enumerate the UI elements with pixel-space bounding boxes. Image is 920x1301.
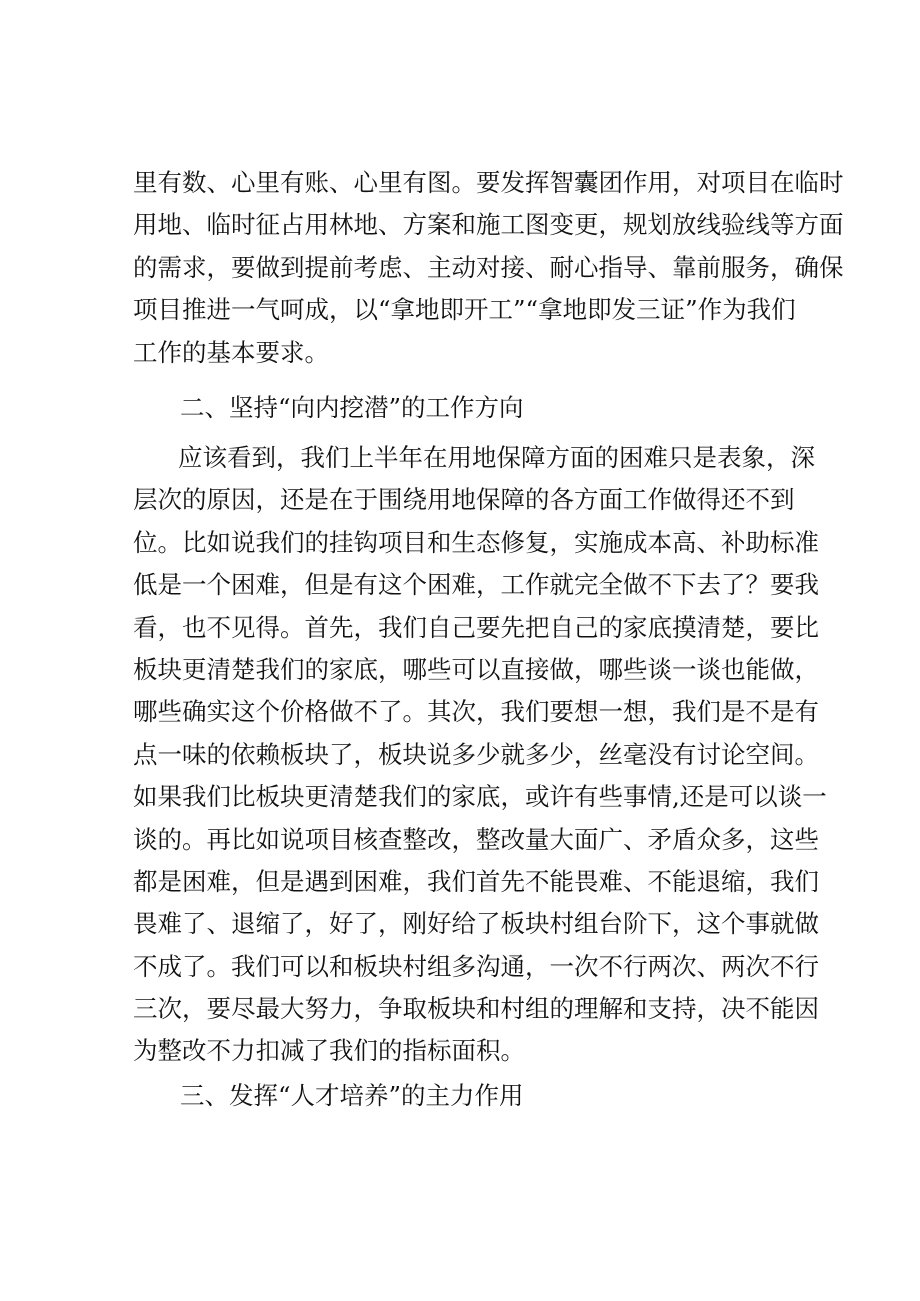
paragraph-line: 工作的基本要求。 bbox=[133, 337, 329, 367]
section-heading-2: 二、坚持“向内挖潜”的工作方向 bbox=[180, 393, 524, 422]
paragraph-line: 点一味的依赖板块了，板块说多少就多少，丝毫没有讨论空间。 bbox=[133, 739, 819, 769]
paragraph-line: 都是困难，但是遇到困难，我们首先不能畏难、不能退缩，我们 bbox=[133, 866, 819, 896]
paragraph-line: 板块更清楚我们的家底，哪些可以直接做，哪些谈一谈也能做， bbox=[133, 654, 819, 684]
paragraph-line: 为整改不力扣减了我们的指标面积。 bbox=[133, 1036, 525, 1066]
section-2-paragraph bbox=[133, 437, 827, 1073]
paragraph-line: 的需求，要做到提前考虑、主动对接、耐心指导、靠前服务，确保 bbox=[133, 252, 844, 282]
paragraph-line: 三次，要尽最大努力，争取板块和村组的理解和支持，决不能因 bbox=[133, 994, 819, 1024]
paragraph-line: 谈的。再比如说项目核查整改，整改量大面广、矛盾众多，这些 bbox=[133, 824, 819, 854]
continuation-paragraph bbox=[133, 162, 844, 374]
paragraph-line: 里有数、心里有账、心里有图。要发挥智囊团作用，对项目在临时 bbox=[133, 168, 844, 197]
paragraph-line: 不成了。我们可以和板块村组多沟通，一次不行两次、两次不行 bbox=[133, 951, 819, 981]
paragraph-line: 应该看到，我们上半年在用地保障方面的困难只是表象，深 bbox=[178, 443, 815, 472]
paragraph-line: 位。比如说我们的挂钩项目和生态修复，实施成本高、补助标准 bbox=[133, 527, 819, 557]
section-heading-3: 三、发挥“人才培养”的主力作用 bbox=[180, 1081, 524, 1110]
paragraph-line: 层次的原因，还是在于围绕用地保障的各方面工作做得还不到 bbox=[133, 485, 795, 515]
paragraph-line: 如果我们比板块更清楚我们的家底，或许有些事情,还是可以谈一 bbox=[133, 782, 827, 812]
paragraph-line: 用地、临时征占用林地、方案和施工图变更，规划放线验线等方面 bbox=[133, 210, 844, 240]
paragraph-line: 畏难了、退缩了，好了，刚好给了板块村组台阶下，这个事就做 bbox=[133, 909, 819, 939]
paragraph-line: 低是一个困难，但是有这个困难，工作就完全做不下去了？要我 bbox=[133, 570, 819, 600]
paragraph-line: 哪些确实这个价格做不了。其次，我们要想一想，我们是不是有 bbox=[133, 697, 819, 727]
paragraph-line: 看，也不见得。首先，我们自己要先把自己的家底摸清楚，要比 bbox=[133, 612, 819, 642]
paragraph-line: 项目推进一气呵成，以“拿地即开工”“拿地即发三证”作为我们 bbox=[133, 295, 796, 325]
